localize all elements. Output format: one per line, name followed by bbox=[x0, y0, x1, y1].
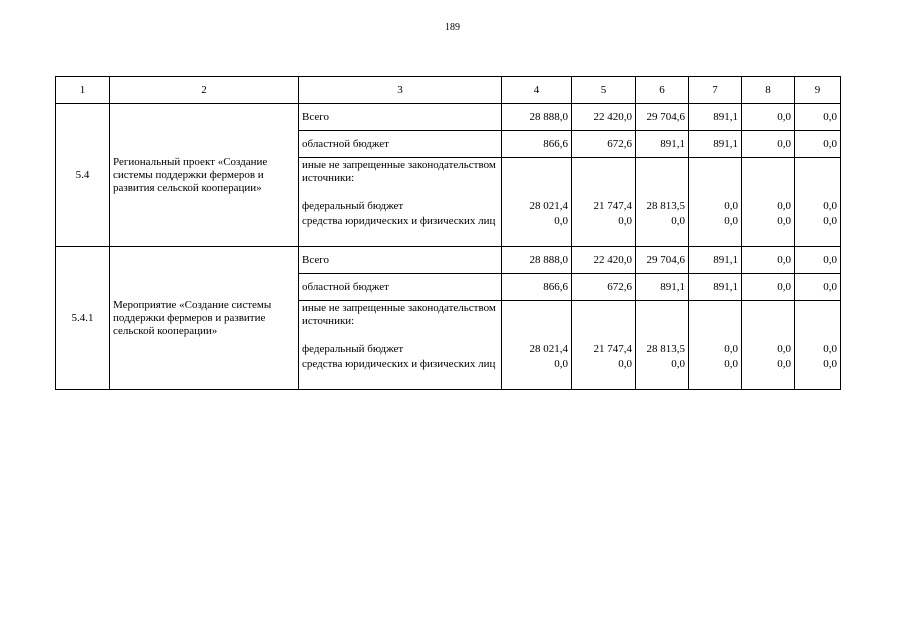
page-number: 189 bbox=[445, 22, 460, 33]
value-cell: 0,0 bbox=[502, 357, 572, 390]
value-cell: 28 888,0 bbox=[502, 247, 572, 274]
col-header-6: 6 bbox=[636, 77, 689, 104]
value-cell: 866,6 bbox=[502, 131, 572, 158]
value-cell: 0,0 bbox=[795, 247, 841, 274]
value-cell: 28 021,4 bbox=[502, 186, 572, 214]
value-cell: 0,0 bbox=[689, 329, 742, 357]
col-header-4: 4 bbox=[502, 77, 572, 104]
value-cell bbox=[795, 301, 841, 330]
value-cell: 29 704,6 bbox=[636, 104, 689, 131]
value-cell: 891,1 bbox=[636, 131, 689, 158]
value-cell: 0,0 bbox=[795, 214, 841, 247]
value-cell: 0,0 bbox=[742, 214, 795, 247]
value-cell bbox=[502, 301, 572, 330]
value-cell: 0,0 bbox=[689, 186, 742, 214]
value-cell: 0,0 bbox=[742, 357, 795, 390]
col-header-2: 2 bbox=[110, 77, 299, 104]
value-cell bbox=[572, 301, 636, 330]
value-cell: 0,0 bbox=[689, 357, 742, 390]
value-cell: 28 888,0 bbox=[502, 104, 572, 131]
value-cell bbox=[502, 158, 572, 187]
value-cell: 28 813,5 bbox=[636, 329, 689, 357]
value-cell: 0,0 bbox=[572, 357, 636, 390]
col-header-3: 3 bbox=[299, 77, 502, 104]
value-cell bbox=[689, 301, 742, 330]
value-cell: 0,0 bbox=[636, 214, 689, 247]
value-cell: 0,0 bbox=[636, 357, 689, 390]
value-cell: 29 704,6 bbox=[636, 247, 689, 274]
value-cell: 21 747,4 bbox=[572, 329, 636, 357]
table-row bbox=[56, 247, 841, 274]
value-cell: 672,6 bbox=[572, 131, 636, 158]
value-cell: 0,0 bbox=[742, 186, 795, 214]
value-cell bbox=[636, 158, 689, 187]
value-cell: 891,1 bbox=[689, 247, 742, 274]
value-cell: 891,1 bbox=[689, 274, 742, 301]
value-cell bbox=[689, 158, 742, 187]
table-row bbox=[56, 104, 841, 131]
value-cell bbox=[572, 158, 636, 187]
source-cell: федеральный бюджет bbox=[299, 186, 502, 214]
value-cell: 0,0 bbox=[689, 214, 742, 247]
source-cell: Всего bbox=[299, 247, 502, 274]
item-code: 5.4.1 bbox=[56, 247, 110, 390]
value-cell: 672,6 bbox=[572, 274, 636, 301]
value-cell: 0,0 bbox=[795, 274, 841, 301]
source-cell: областной бюджет bbox=[299, 274, 502, 301]
value-cell: 0,0 bbox=[572, 214, 636, 247]
value-cell: 0,0 bbox=[742, 274, 795, 301]
col-header-9: 9 bbox=[795, 77, 841, 104]
value-cell bbox=[742, 301, 795, 330]
value-cell: 0,0 bbox=[742, 329, 795, 357]
value-cell: 0,0 bbox=[795, 131, 841, 158]
source-cell: средства юридических и физических лиц bbox=[299, 214, 502, 247]
source-cell: Всего bbox=[299, 104, 502, 131]
value-cell: 0,0 bbox=[795, 357, 841, 390]
value-cell: 0,0 bbox=[795, 104, 841, 131]
value-cell: 891,1 bbox=[689, 104, 742, 131]
value-cell: 0,0 bbox=[742, 247, 795, 274]
col-header-7: 7 bbox=[689, 77, 742, 104]
source-cell: областной бюджет bbox=[299, 131, 502, 158]
source-cell: федеральный бюджет bbox=[299, 329, 502, 357]
value-cell: 28 813,5 bbox=[636, 186, 689, 214]
col-header-8: 8 bbox=[742, 77, 795, 104]
value-cell: 891,1 bbox=[689, 131, 742, 158]
source-cell: иные не запрещенные законодательством источники: bbox=[299, 158, 502, 187]
item-name: Региональный проект «Создание системы поддержки фермеров и развития сельской кооперации» bbox=[110, 104, 299, 247]
value-cell bbox=[795, 158, 841, 187]
value-cell: 0,0 bbox=[795, 186, 841, 214]
header-row bbox=[56, 77, 841, 104]
value-cell: 0,0 bbox=[795, 329, 841, 357]
value-cell bbox=[742, 158, 795, 187]
source-cell: иные не запрещенные законодательством источники: bbox=[299, 301, 502, 330]
value-cell: 0,0 bbox=[742, 104, 795, 131]
value-cell bbox=[636, 301, 689, 330]
value-cell: 22 420,0 bbox=[572, 247, 636, 274]
item-code: 5.4 bbox=[56, 104, 110, 247]
value-cell: 0,0 bbox=[502, 214, 572, 247]
value-cell: 0,0 bbox=[742, 131, 795, 158]
value-cell: 28 021,4 bbox=[502, 329, 572, 357]
value-cell: 891,1 bbox=[636, 274, 689, 301]
col-header-1: 1 bbox=[56, 77, 110, 104]
col-header-5: 5 bbox=[572, 77, 636, 104]
source-cell: средства юридических и физических лиц bbox=[299, 357, 502, 390]
budget-table bbox=[55, 76, 841, 390]
value-cell: 22 420,0 bbox=[572, 104, 636, 131]
item-name: Мероприятие «Создание системы поддержки фермеров и развитие сельской кооперации» bbox=[110, 247, 299, 390]
value-cell: 21 747,4 bbox=[572, 186, 636, 214]
value-cell: 866,6 bbox=[502, 274, 572, 301]
